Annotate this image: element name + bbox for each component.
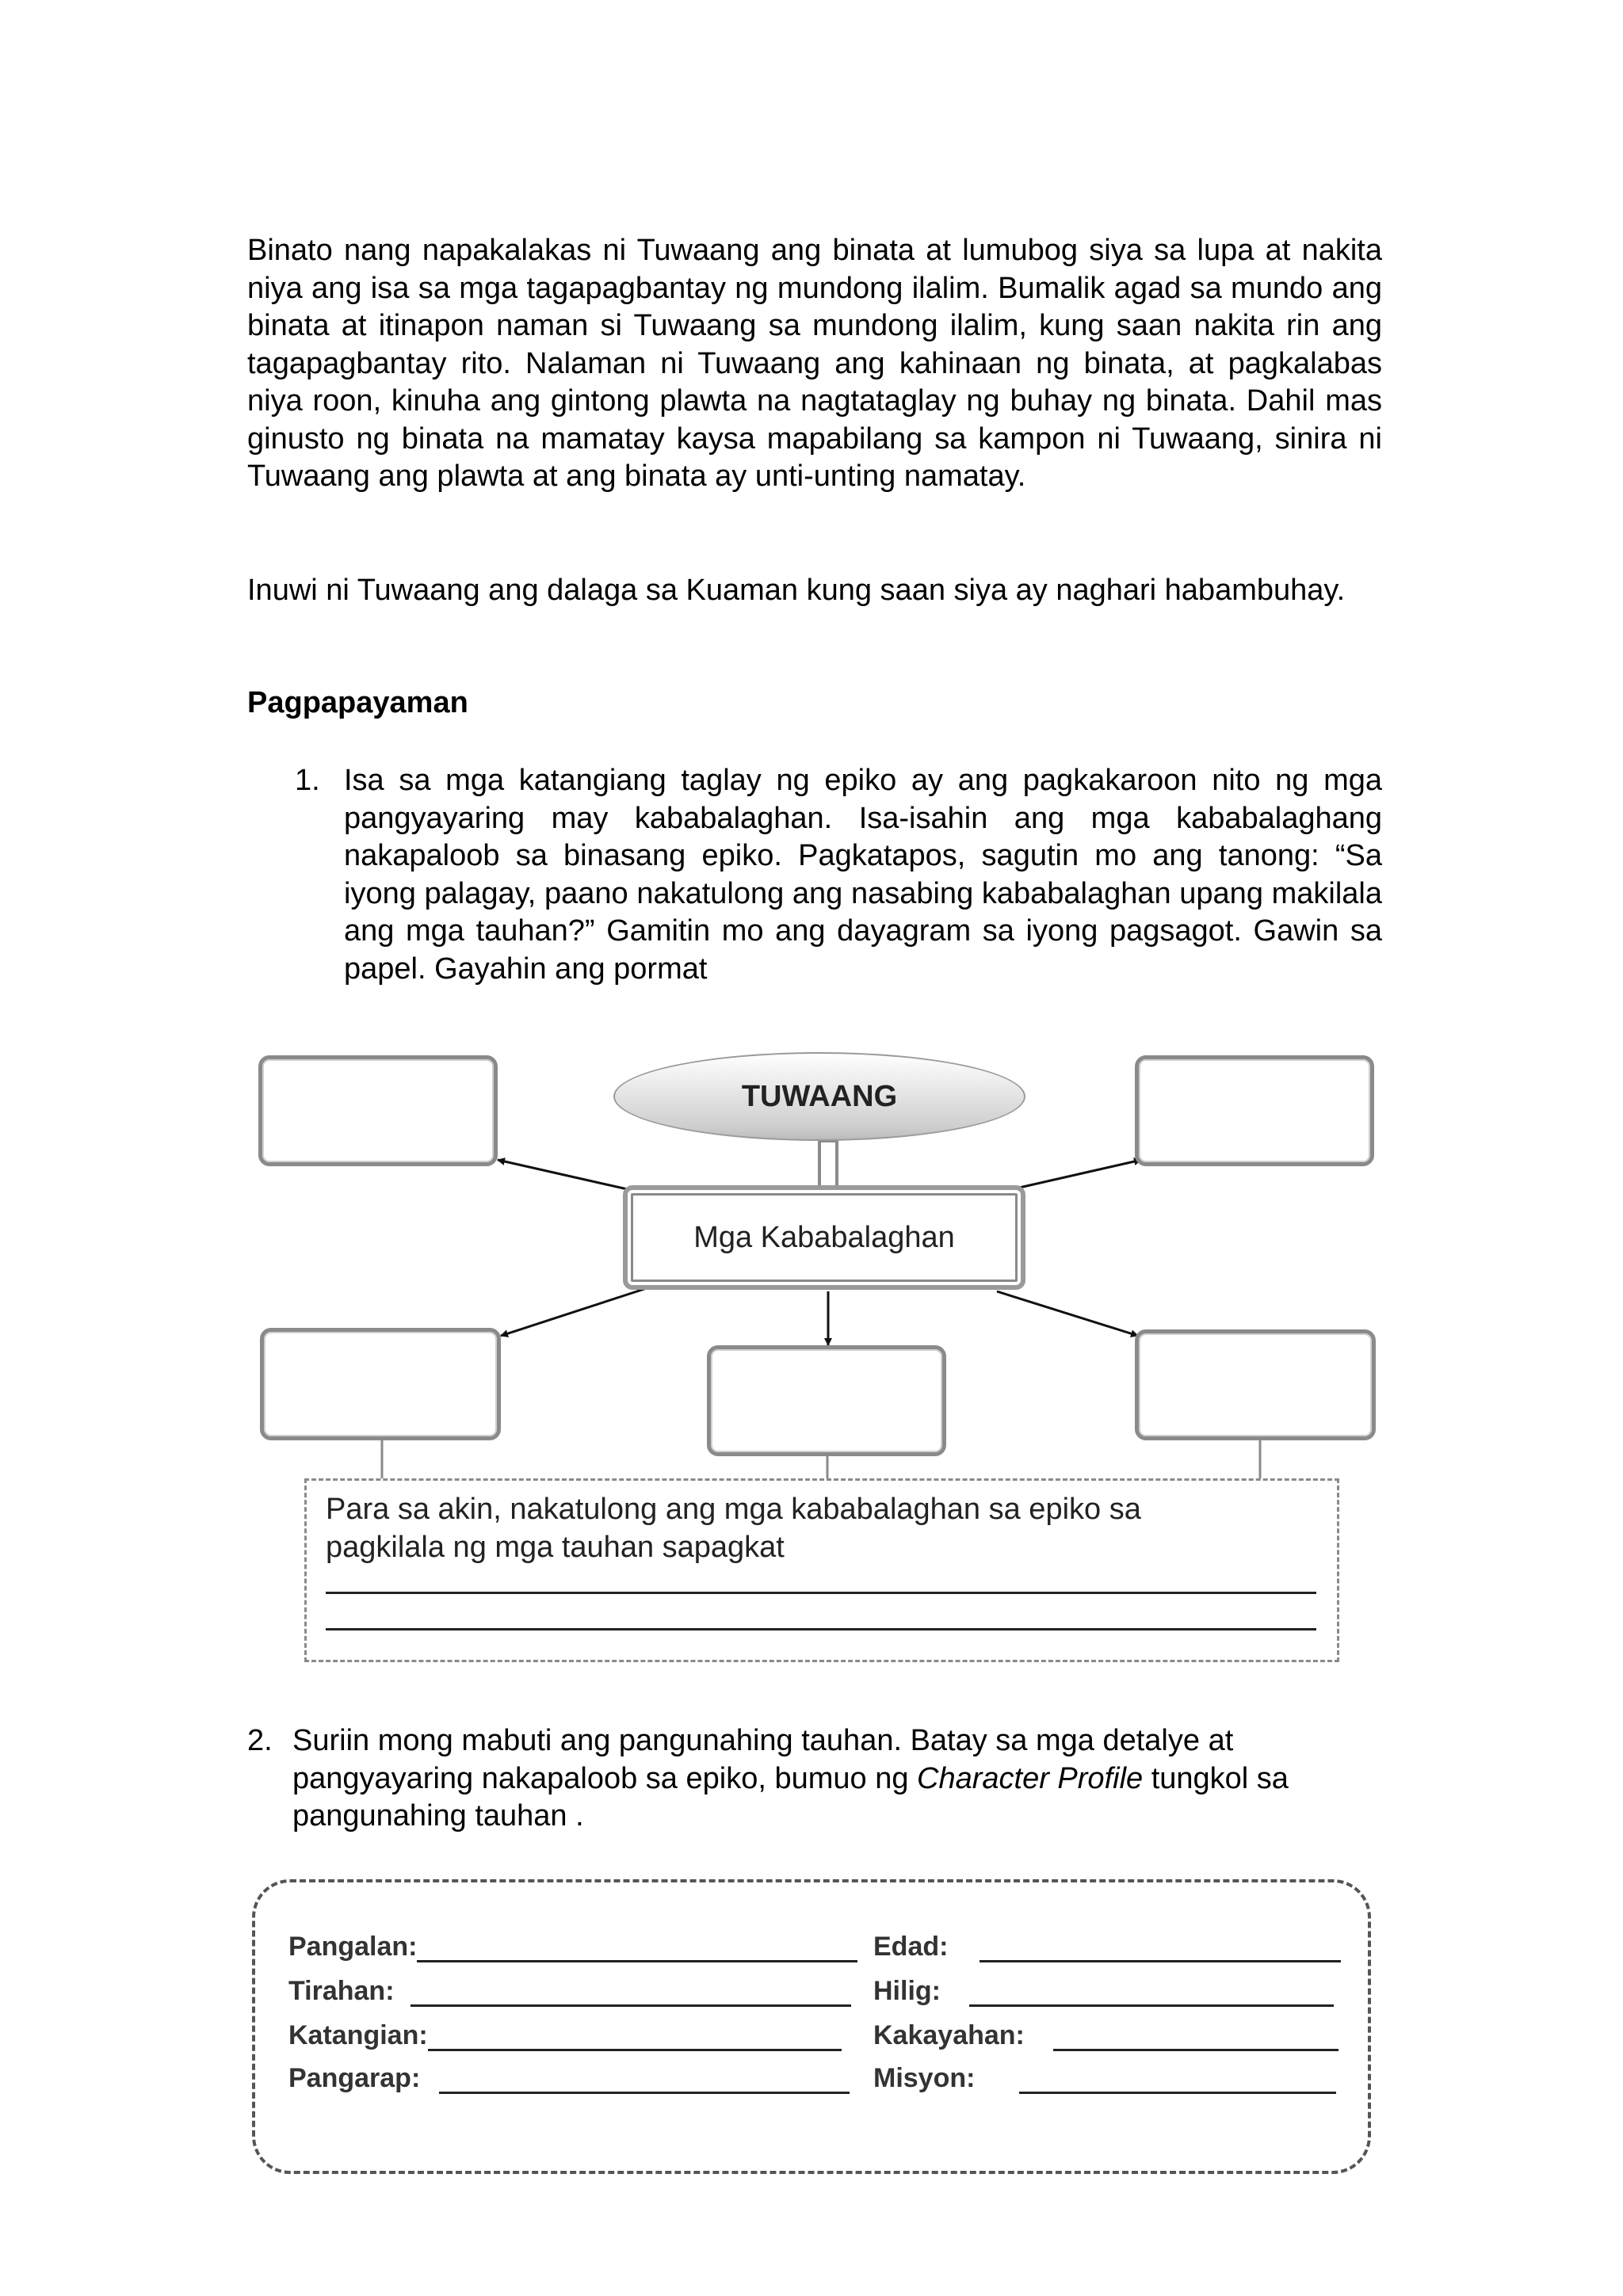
blank-edad[interactable] (980, 1936, 1341, 1962)
arrow-bottom-left (501, 1288, 647, 1336)
arrow-bottom-right (997, 1291, 1138, 1336)
answer-box-bottom-right[interactable] (1135, 1329, 1376, 1440)
field-kakayahan[interactable] (873, 2020, 1338, 2051)
item-2-text-start: Suriin mong mabuti ang pangunahing tauhan. Batay sa mga detalye at pangyayaring nakapaloob sa epiko, bumuo ng (292, 1724, 1234, 1795)
label-edad: Edad: (873, 1932, 949, 1962)
blank-misyon[interactable] (1019, 2068, 1336, 2094)
item-2-text-end: tungkol sa pangunahing tauhan . (292, 1761, 1289, 1833)
field-hilig[interactable] (873, 1976, 1334, 2007)
field-pangalan[interactable] (288, 1932, 857, 1962)
item-2-italic-term: Character Profile (917, 1761, 1144, 1795)
tuwaang-title-oval: TUWAANG (613, 1052, 1025, 1141)
field-tirahan[interactable] (288, 1976, 851, 2007)
character-profile-box (252, 1879, 1371, 2174)
blank-tirahan[interactable] (411, 1981, 851, 2007)
label-pangalan: Pangalan: (288, 1932, 418, 1962)
label-katangian: Katangian: (288, 2020, 428, 2050)
label-kakayahan: Kakayahan: (873, 2020, 1025, 2050)
item-2-text (292, 1722, 1323, 1836)
blank-pangalan[interactable] (417, 1936, 857, 1962)
section-heading: Pagpapayaman (247, 686, 468, 719)
writing-line-1[interactable] (326, 1592, 1316, 1594)
field-edad[interactable] (873, 1932, 1341, 1962)
label-misyon: Misyon: (873, 2063, 976, 2093)
blank-kakayahan[interactable] (1053, 2025, 1338, 2051)
answer-box-top-right[interactable] (1135, 1055, 1374, 1166)
writing-line-2[interactable] (326, 1628, 1316, 1630)
label-tirahan: Tirahan: (288, 1976, 395, 2006)
arrow-top-left (498, 1160, 631, 1190)
arrow-top-right (1016, 1160, 1141, 1188)
blank-pangarap[interactable] (439, 2068, 850, 2094)
answer-box-bottom-middle[interactable] (707, 1345, 946, 1456)
story-paragraph-2: Inuwi ni Tuwaang ang dalaga sa Kuaman kung saan siya ay naghari habambuhay. (247, 574, 1346, 607)
item-1-number: 1. (295, 764, 320, 797)
title-connector-stem (819, 1141, 837, 1187)
label-pangarap: Pangarap: (288, 2063, 421, 2093)
field-misyon[interactable] (873, 2063, 1336, 2094)
conclusion-prompt (326, 1490, 1308, 1566)
blank-katangian[interactable] (428, 2025, 842, 2051)
answer-box-bottom-left[interactable] (260, 1328, 501, 1440)
answer-box-top-left[interactable] (258, 1055, 498, 1166)
label-hilig: Hilig: (873, 1976, 941, 2006)
conclusion-line-2: pagkilala ng mga tauhan sapagkat (326, 1531, 785, 1564)
blank-hilig[interactable] (969, 1981, 1334, 2007)
field-katangian[interactable] (288, 2020, 842, 2051)
conclusion-line-1: Para sa akin, nakatulong ang mga kababalaghan sa epiko sa (326, 1493, 1141, 1526)
center-box-kababalaghan: Mga Kababalaghan (623, 1185, 1025, 1290)
item-2-number: 2. (247, 1724, 273, 1757)
field-pangarap[interactable] (288, 2063, 850, 2094)
item-1-text: Isa sa mga katangiang taglay ng epiko ay ang pagkakaroon nito ng mga pangyayaring may kababalaghan. Isa-isahin ang mga kababalaghang nakapaloob sa binasang epiko. Pagkatapos, sagutin mo ang tanong: “Sa iyong palagay, paano nakatulong ang nasabing kababalaghan upang makilala ang mga tauhan?” Gamitin mo ang dayagram sa iyong pagsagot. Gawin sa papel. Gayahin ang pormat (344, 764, 1382, 986)
conclusion-box (304, 1478, 1339, 1662)
story-paragraph-1: Binato nang napakalakas ni Tuwaang ang binata at lumubog siya sa lupa at nakita niya ang isa sa mga tagapagbantay ng mundong ilalim. Bumalik agad sa mundo ang binata at itinapon naman si Tuwaang sa mundong ilalim, kung saan nakita rin ang tagapagbantay rito. Nalaman ni Tuwaang ang kahinaan ng binata, at pagkalabas niya roon, kinuha ang gintong plawta na nagtataglay ng buhay ng binata. Dahil mas ginusto ng binata na mamatay kaysa mapabilang sa kampon ni Tuwaang, sinira ni Tuwaang ang plawta at ang binata ay unti-unting namatay. (247, 234, 1382, 493)
